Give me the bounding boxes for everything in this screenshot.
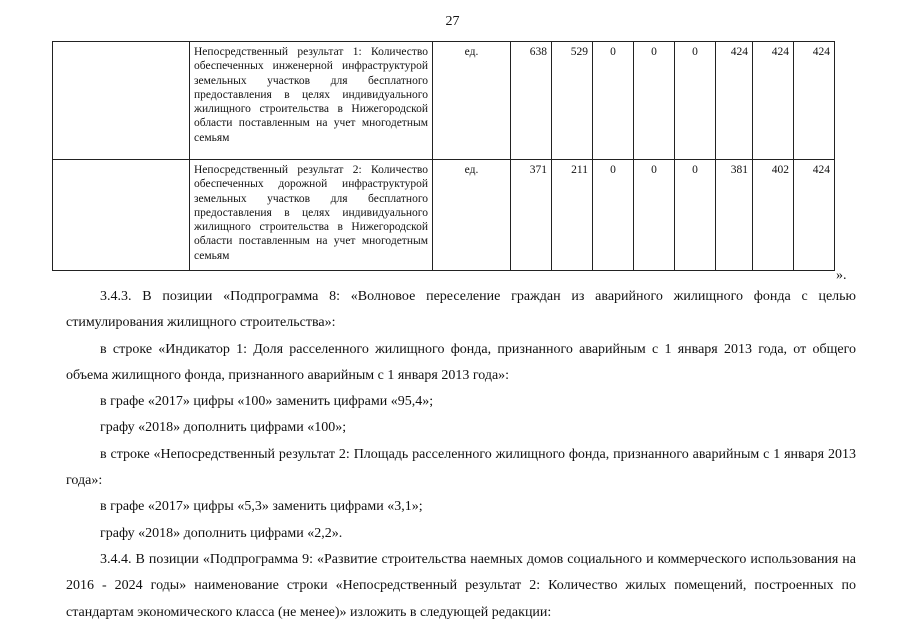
paragraph: в графе «2017» цифры «100» заменить цифрами «95,4»; [100, 394, 434, 410]
paragraph: 3.4.4. В позиции «Подпрограмма 9: «Развитие строительства наемных домов социального и коммерческого использования на 2016 - 2024 годы» наименование строки «Непосредственный результат 2: Количество жилых помещений, построенных по стандартам экономического класса (не менее)» изложить в следующей редакции: [66, 551, 856, 620]
results-table [52, 41, 835, 271]
unit-cell: ед. [433, 42, 511, 160]
document-body [66, 284, 856, 626]
value-cell: 211 [552, 160, 593, 271]
table-row [53, 42, 835, 160]
value-cell: 0 [593, 160, 634, 271]
value-cell: 424 [753, 42, 794, 160]
result-description: Непосредственный результат 1: Количество обеспеченных инженерной инфраструктурой земельных участков для бесплатного предоставления в целях индивидуального жилищного строительства в Нижегородской области поставленным на учет многодетным семьям [190, 42, 433, 160]
value-cell: 424 [794, 160, 835, 271]
paragraph: в строке «Индикатор 1: Доля расселенного жилищного фонда, признанного аварийным с 1 января 2013 года, от общего объема жилищного фонда, признанного аварийным с 1 января 2013 года»: [66, 341, 856, 383]
result-description: Непосредственный результат 2: Количество обеспеченных дорожной инфраструктурой земельных участков для бесплатного предоставления в целях индивидуального жилищного строительства в Нижегородской области поставленным на учет многодетным семьям [190, 160, 433, 271]
paragraph: графу «2018» дополнить цифрами «100»; [100, 420, 347, 436]
value-cell: 0 [634, 42, 675, 160]
value-cell: 0 [675, 160, 716, 271]
paragraph: 3.4.3. В позиции «Подпрограмма 8: «Волновое переселение граждан из аварийного жилищного фонда с целью стимулирования жилищного строительства»: [66, 289, 856, 331]
value-cell: 424 [716, 42, 753, 160]
unit-cell: ед. [433, 160, 511, 271]
value-cell: 371 [511, 160, 552, 271]
value-cell: 0 [634, 160, 675, 271]
table-row [53, 160, 835, 271]
page-number: 27 [445, 14, 460, 29]
value-cell: 529 [552, 42, 593, 160]
paragraph: графу «2018» дополнить цифрами «2,2». [100, 525, 343, 541]
value-cell: 402 [753, 160, 794, 271]
closing-quote: ». [836, 268, 847, 283]
value-cell: 0 [593, 42, 634, 160]
value-cell: 0 [675, 42, 716, 160]
value-cell: 638 [511, 42, 552, 160]
empty-cell [53, 160, 190, 271]
paragraph: в строке «Непосредственный результат 2: Площадь расселенного жилищного фонда, признанного аварийным с 1 января 2013 года»: [66, 446, 856, 489]
paragraph: в графе «2017» цифры «5,3» заменить цифрами «3,1»; [100, 499, 423, 515]
value-cell: 381 [716, 160, 753, 271]
empty-cell [53, 42, 190, 160]
value-cell: 424 [794, 42, 835, 160]
